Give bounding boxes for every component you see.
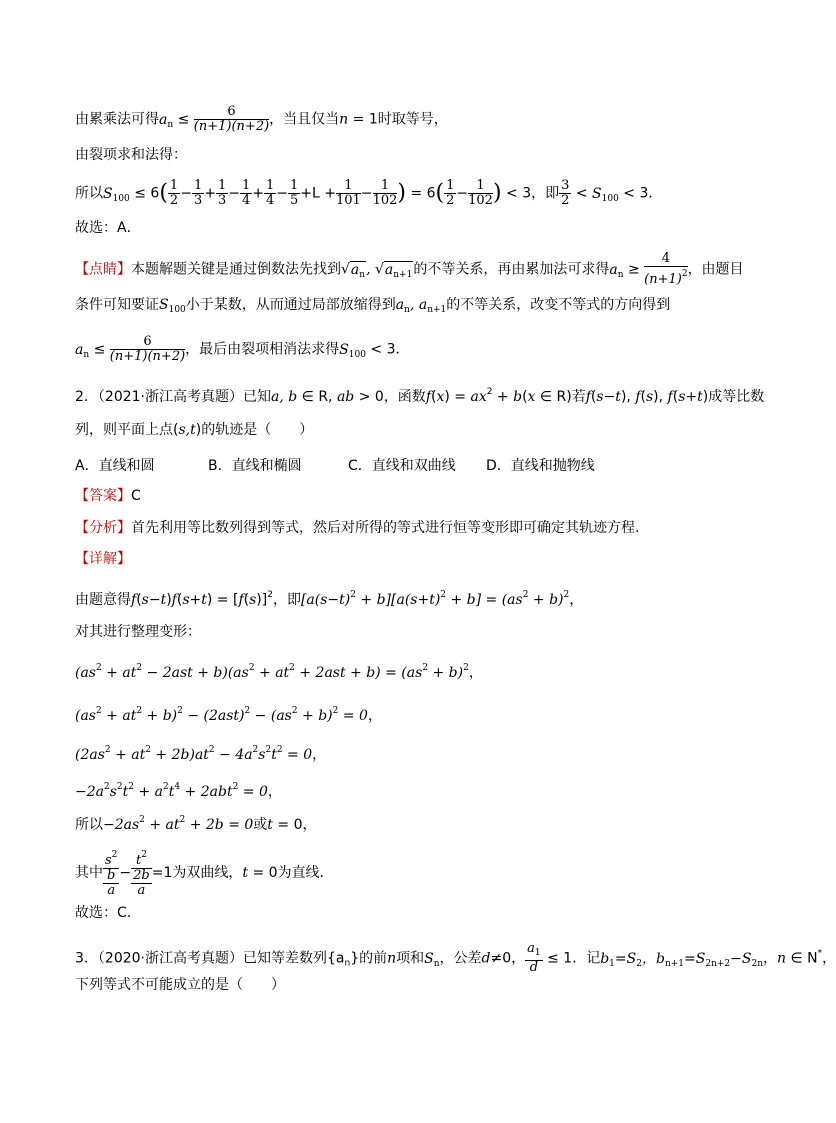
option-c: C．直线和双曲线 xyxy=(348,458,456,474)
line-3: 所以$S_{100} \le 6$( $\frac{1}{2}$ − $\frac{1}{3}$ + $\frac{1}{3}$ − $\frac{1}{4}$ + $\frac{1}{4}$ − $\frac{1}{5}$ +L + $\frac{1}{101}$ − $\frac{1}{102}$ ) = 6( $\frac{1}{2}$ − $\frac{1}{102}$ ) < 3，即 $\frac{3}{2}$ < $S_{100} < 3$． xyxy=(75,178,663,208)
question-2-line-2: 列，则平面上点(s,t)的轨迹是（ ） xyxy=(75,422,314,438)
formula-4: $-2a^2s^2t^2 + a^2t^4 + 2abt^2 = 0$， xyxy=(75,782,282,800)
analysis: 【分析】首先利用等比数列得到等式，然后对所得的等式进行恒等变形即可确定其轨迹方程. xyxy=(75,520,640,536)
option-b: B．直线和椭圆 xyxy=(208,458,302,474)
dianjing-line-3: $a_n$ ≤ $\frac{6}{(n+1)(n+2)}$ ，最后由裂项相消法求得$S_{100} < 3$． xyxy=(75,334,410,364)
dianjing-tag: 【点睛】 xyxy=(75,261,131,278)
option-a: A．直线和圆 xyxy=(75,458,155,474)
formula-2: $(as^2 + at^2 + b)^2 - (2ast)^2 - (as^2 + b)^2 = 0$， xyxy=(75,706,382,724)
question-3-line-1: 3．（2020·浙江高考真题）已知等差数列$\{a_n\}$的前n项和$S_n$，公差d≠0， $\frac{a_1}{d}$ ≤ 1．记$b_1=S_2$，$b_{n+1}=S_{2n+2}-S_{2n}$，n ∈ N*， xyxy=(75,941,836,975)
question-2-line-1: 2．（2021·浙江高考真题）已知a, b ∈ R, ab > 0，函数$f(x) = ax^2 + b(x$ ∈ R)若f(s−t), f(s), f(s+t)成等比数 xyxy=(75,387,765,405)
line-4: 故选：A． xyxy=(75,220,141,236)
detail-line-8: 所以$-2as^2 + at^2 + 2b = 0$或t = 0， xyxy=(75,815,317,833)
analysis-tag: 【分析】 xyxy=(75,520,131,536)
detail-line-9: 其中 $s^2$ b a − $t^2$ 2b a =1为双曲线，t = 0为直线. xyxy=(75,850,325,898)
line-1: 由累乘法可得$a_n$ ≤ $\frac{6}{(n+1)(n+2)}$ ，当且仅当n = 1时取等号， xyxy=(75,104,448,134)
detail-line-1: 由题意得$f(s-t)f(s+t) = [f(s)]^2$，即$[a(s-t)^2 + b][a(s+t)^2 + b] = (as^2 + b)^2$， xyxy=(75,590,584,608)
formula-1: $(as^2 + at^2 - 2ast + b)(as^2 + at^2 + 2ast + b) = (as^2 + b)^2$， xyxy=(75,663,483,681)
detail-line-2: 对其进行整理变形： xyxy=(75,624,201,640)
line-2: 由裂项求和法得： xyxy=(75,147,187,163)
answer-tag: 【答案】 xyxy=(75,488,131,504)
dianjing-line-1: 【点睛】本题解题关键是通过倒数法先找到$√a_n$, $√a_{n+1}$的不等关系，再由累加法可求得$a_n$ ≥ $\frac{4}{(n+1)^2}$ ，由题目 xyxy=(75,251,744,287)
question-3-line-2: 下列等式不可能成立的是（ ） xyxy=(75,977,285,993)
dianjing-line-2: 条件可知要证$S_{100}$小于某数，从而通过局部放缩得到$a_n$, $a_{n+1}$的不等关系，改变不等式的方向得到 xyxy=(75,297,671,315)
options xyxy=(75,456,595,476)
answer: 【答案】C xyxy=(75,488,141,504)
formula-3: $(2as^2 + at^2 + 2b)at^2 - 4a^2s^2t^2 = 0$， xyxy=(75,745,327,763)
detail-tag: 【详解】 xyxy=(75,551,131,567)
fraction: $\frac{6}{(n+1)(n+2)}$ xyxy=(193,104,270,134)
option-d: D．直线和抛物线 xyxy=(486,458,595,474)
detail-line-10: 故选：C. xyxy=(75,905,132,921)
